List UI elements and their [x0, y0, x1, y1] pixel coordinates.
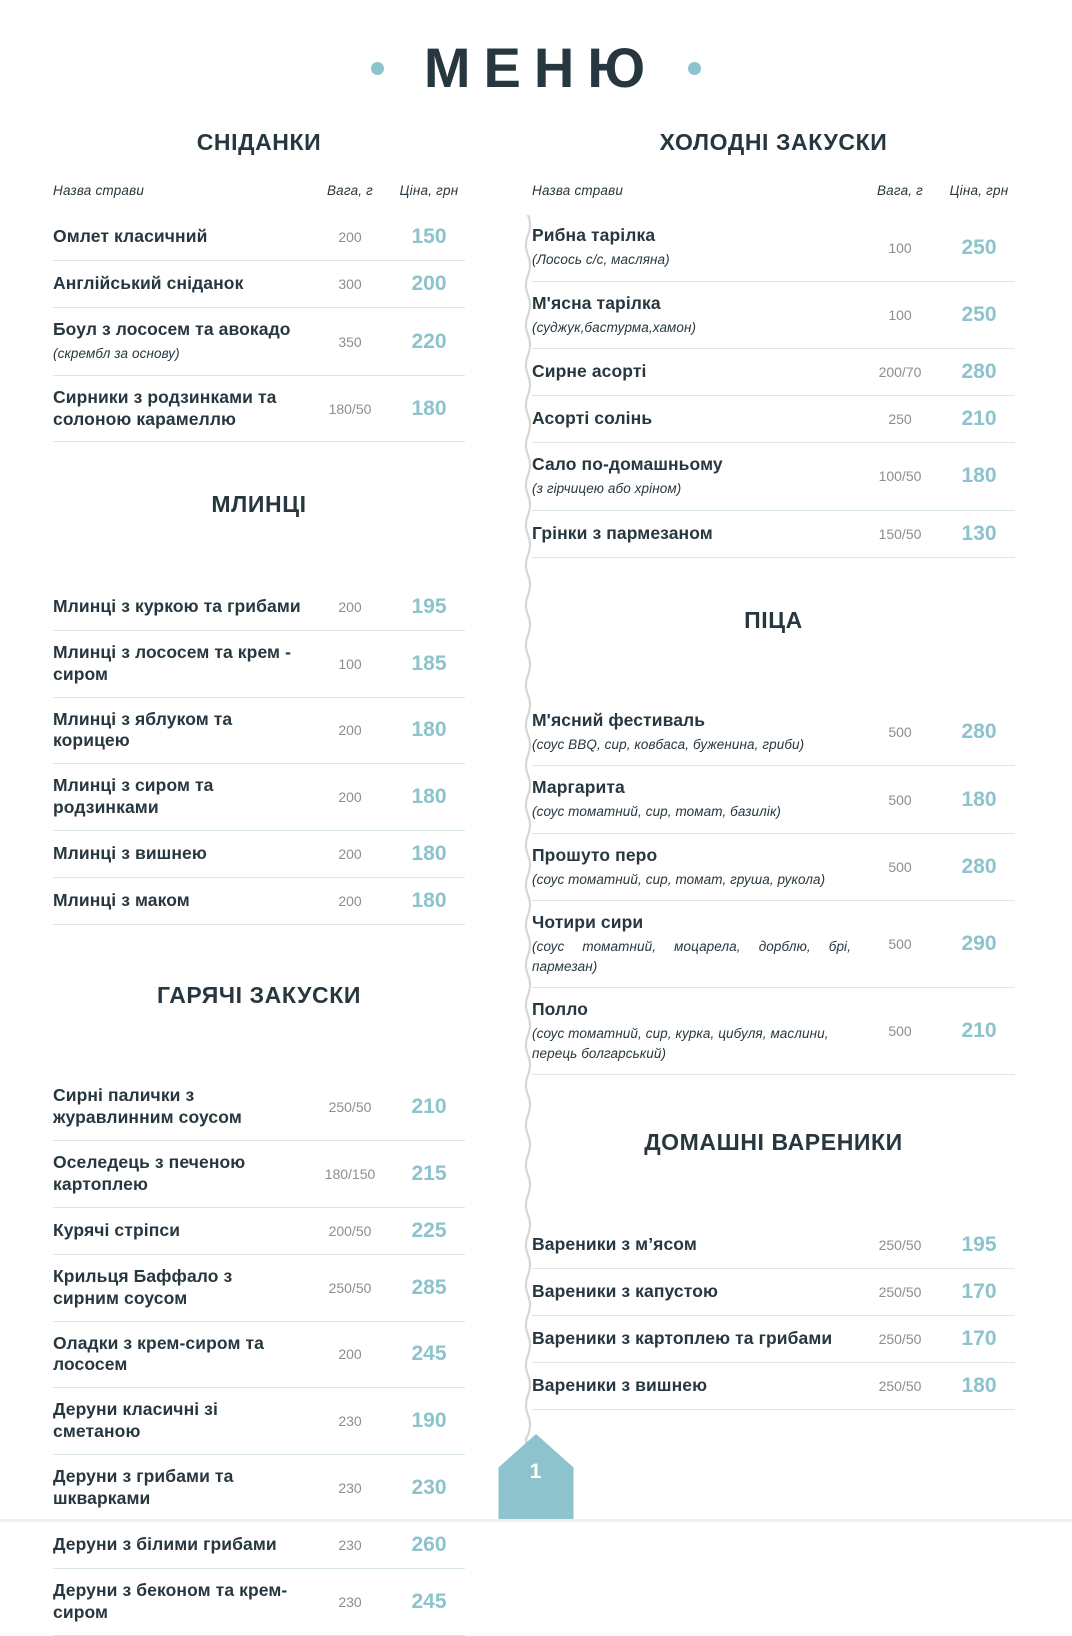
dish-weight: 200	[338, 789, 362, 806]
dish-weight: 100	[888, 306, 912, 323]
dish-cell	[53, 1207, 307, 1254]
dish-weight: 250/50	[328, 1099, 372, 1116]
table-row	[532, 1268, 1015, 1315]
dish-price: 150	[411, 225, 447, 249]
column-header-weight: Вага, г	[876, 183, 924, 199]
dish-name: Сало по-домашньому	[532, 454, 723, 475]
table-row	[53, 1321, 465, 1388]
table-row	[53, 308, 465, 375]
menu-table-dumplings	[532, 1222, 1015, 1410]
table-row	[532, 443, 1015, 510]
title-dot-left-icon	[371, 62, 384, 75]
dish-price: 290	[961, 932, 997, 956]
table-row	[53, 214, 465, 261]
dish-name: Млинці з куркою та грибами	[53, 595, 301, 616]
table-row	[532, 214, 1015, 281]
menu-section-dumplings	[532, 1130, 1015, 1409]
dish-weight: 150/50	[878, 525, 922, 542]
section-title-hot-snacks: ГАРЯЧІ ЗАКУСКИ	[157, 982, 361, 1009]
dish-price: 230	[411, 1475, 447, 1499]
table-row	[532, 281, 1015, 348]
dish-cell	[53, 214, 307, 261]
table-row	[53, 831, 465, 878]
dish-weight: 250	[888, 411, 912, 428]
dish-description: (з гірчицею або хріном)	[532, 481, 682, 497]
dish-name: М'ясна тарілка	[532, 292, 661, 313]
dish-name: М'ясний фестиваль	[532, 709, 706, 730]
dish-weight: 200/50	[328, 1222, 372, 1239]
dish-description: (соус томатний, сир, курка, цибуля, маслини, перець болгарський)	[532, 1026, 829, 1061]
dish-cell	[532, 1222, 857, 1269]
table-row	[53, 878, 465, 925]
section-title-breakfast: СНІДАНКИ	[196, 129, 322, 155]
dish-cell	[532, 699, 857, 766]
dish-weight: 500	[888, 936, 912, 953]
dish-name: Прошуто перо	[532, 844, 658, 865]
dish-name: Деруни з білими грибами	[53, 1533, 277, 1554]
dish-description: (соус томатний, сир, томат, базилік)	[532, 804, 782, 820]
table-row	[53, 1455, 465, 1522]
menu-section-cold-snacks	[532, 130, 1015, 558]
dish-name: Вареники з м’ясом	[532, 1233, 697, 1254]
menu-section-pancakes	[53, 492, 465, 925]
dish-price: 170	[961, 1326, 997, 1350]
page-title: МЕНЮ	[423, 36, 659, 99]
column-header-name: Назва страви	[532, 183, 624, 199]
dish-name: Асорті солінь	[532, 408, 653, 429]
dish-price: 280	[961, 855, 997, 878]
dish-cell	[532, 510, 857, 557]
menu-table-pizza	[532, 699, 1015, 1075]
table-row	[53, 1254, 465, 1321]
dish-name: Вареники з картоплею та грибами	[532, 1327, 833, 1348]
dish-price: 250	[961, 235, 997, 259]
table-row	[532, 988, 1015, 1075]
dish-name: Млинці з вишнею	[53, 843, 207, 864]
menu-table-cold-snacks	[532, 183, 1015, 557]
dish-weight: 230	[338, 1479, 362, 1496]
dish-weight: 300	[338, 276, 362, 293]
table-header-row	[53, 183, 465, 214]
table-row	[53, 1141, 465, 1208]
dish-description: (Лосось с/с, масляна)	[532, 252, 670, 268]
dish-weight: 200	[338, 1346, 362, 1363]
dish-cell	[53, 697, 307, 764]
column-header-name: Назва страви	[53, 183, 145, 199]
section-title-pancakes: МЛИНЦІ	[211, 491, 307, 518]
dish-weight: 200	[338, 846, 362, 863]
dish-name: Омлет класичний	[53, 226, 208, 247]
dish-description: (соус томатний, моцарела, дорблю, брі, пармезан)	[532, 939, 851, 974]
dish-name: Млинці з лососем та крем - сиром	[53, 641, 291, 684]
dish-weight: 100/50	[878, 468, 922, 485]
dish-price: 195	[411, 594, 447, 618]
dish-price: 180	[961, 464, 997, 488]
dish-cell	[532, 766, 857, 833]
table-row	[53, 375, 465, 442]
dish-weight: 230	[338, 1413, 362, 1430]
dish-name: Грінки з пармезаном	[532, 522, 713, 543]
dish-cell	[53, 1254, 307, 1321]
dish-price: 210	[961, 407, 997, 431]
dish-weight: 250/50	[878, 1236, 922, 1253]
title-dot-right-icon	[688, 62, 701, 75]
dish-weight: 250/50	[328, 1279, 372, 1296]
menu-table-pancakes	[53, 584, 465, 925]
dish-cell	[53, 261, 307, 308]
dish-cell	[532, 1268, 857, 1315]
table-row	[532, 901, 1015, 988]
dish-price: 260	[411, 1532, 447, 1556]
dish-cell	[53, 764, 307, 831]
dish-cell	[532, 988, 857, 1075]
dish-weight: 350	[338, 333, 362, 350]
dish-price: 250	[961, 302, 997, 326]
dish-cell	[532, 443, 857, 510]
page-title-block	[0, 36, 1072, 99]
section-title-dumplings: ДОМАШНІ ВАРЕНИКИ	[644, 1129, 903, 1156]
dish-price: 185	[411, 651, 447, 675]
section-title-pizza: ПІЦА	[744, 606, 803, 633]
dish-price: 190	[411, 1409, 447, 1433]
dish-price: 220	[411, 329, 447, 353]
dish-cell	[53, 1141, 307, 1208]
dish-name: Оселедець з печеною картоплею	[53, 1152, 246, 1194]
dish-name: Млинці з маком	[53, 890, 190, 911]
dish-price: 180	[411, 396, 447, 420]
dish-cell	[53, 1388, 307, 1455]
dish-description: (соус томатний, сир, томат, груша, рукола)	[532, 871, 826, 887]
dish-name: Маргарита	[532, 777, 625, 798]
dish-cell	[53, 630, 307, 697]
dish-weight: 180/50	[328, 400, 372, 417]
dish-name: Деруни з беконом та крем-сиром	[53, 1579, 288, 1622]
dish-price: 180	[411, 889, 447, 913]
dish-cell	[532, 214, 857, 281]
dish-weight: 180/150	[324, 1165, 376, 1182]
dish-weight: 500	[888, 1023, 912, 1040]
table-row	[53, 584, 465, 631]
dish-cell	[532, 396, 857, 443]
dish-name: Англійський сніданок	[53, 273, 244, 294]
menu-table-breakfast	[53, 183, 465, 442]
dish-name: Вареники з вишнею	[532, 1374, 708, 1395]
dish-price: 180	[411, 842, 447, 866]
dish-price: 130	[961, 521, 997, 545]
dish-name: Рибна тарілка	[532, 225, 656, 246]
dish-name: Млинці з яблуком та корицею	[53, 708, 233, 751]
dish-price: 180	[411, 785, 447, 809]
dish-price: 210	[961, 1019, 997, 1043]
dish-name: Чотири сири	[532, 912, 644, 933]
dish-cell	[532, 281, 857, 348]
page-number-marker	[499, 1434, 574, 1522]
table-row	[53, 1074, 465, 1140]
table-row	[532, 510, 1015, 557]
dish-price: 195	[961, 1232, 997, 1256]
dish-name: Сирники з родзинками та солоною карамеллю	[53, 386, 277, 429]
table-row	[53, 1388, 465, 1455]
dish-weight: 200	[338, 722, 362, 739]
dish-weight: 200/70	[878, 364, 922, 381]
dish-price: 215	[411, 1161, 447, 1185]
menu-columns	[0, 120, 1072, 1636]
dish-description: (соус BBQ, сир, ковбаса, буженина, гриби)	[532, 736, 805, 752]
dish-weight: 200	[338, 598, 362, 615]
dish-price: 180	[961, 787, 997, 811]
dish-name: Оладки з крем-сиром та лососем	[53, 1332, 264, 1375]
dish-cell	[53, 1521, 307, 1568]
dish-name: Деруни класичні зі сметаною	[53, 1399, 218, 1442]
dish-weight: 100	[338, 655, 362, 672]
dish-cell	[53, 375, 307, 442]
dish-cell	[53, 584, 307, 631]
table-row	[53, 697, 465, 764]
column-header-price: Ціна, грн	[949, 183, 1009, 199]
dish-weight: 250/50	[878, 1377, 922, 1394]
dish-price: 180	[411, 718, 447, 742]
dish-name: Сирне асорті	[532, 361, 647, 382]
column-header-weight: Вага, г	[326, 183, 374, 199]
dish-cell	[53, 1568, 307, 1635]
menu-section-hot-snacks	[53, 983, 465, 1636]
dish-weight: 500	[888, 859, 912, 875]
menu-table-hot-snacks	[53, 1074, 465, 1635]
dish-name: Вареники з капустою	[532, 1280, 719, 1301]
column-header-price: Ціна, грн	[399, 183, 459, 199]
dish-cell	[532, 901, 857, 988]
table-row	[53, 261, 465, 308]
dish-price: 285	[411, 1275, 447, 1299]
table-row	[532, 699, 1015, 766]
dish-price: 170	[961, 1279, 997, 1303]
table-row	[53, 630, 465, 697]
dish-name: Крильця Баффало з сирним соусом	[53, 1265, 233, 1308]
dish-weight: 230	[338, 1536, 362, 1553]
dish-name: Деруни з грибами та шкварками	[53, 1466, 234, 1508]
table-row	[53, 1521, 465, 1568]
dish-weight: 250/50	[878, 1283, 922, 1300]
menu-column-left	[0, 120, 520, 1636]
dish-price: 280	[961, 360, 997, 384]
table-header-row	[532, 183, 1015, 214]
dish-cell	[532, 833, 857, 900]
dish-price: 280	[961, 720, 997, 744]
table-row	[532, 396, 1015, 443]
dish-price: 180	[961, 1373, 997, 1397]
dish-cell	[532, 1362, 857, 1409]
dish-weight: 230	[338, 1593, 362, 1610]
table-row	[53, 1568, 465, 1635]
dish-name: Млинці з сиром та родзинками	[53, 775, 214, 818]
page-number: 1	[529, 1460, 543, 1483]
dish-name: Сирні палички з журавлинним соусом	[53, 1085, 242, 1128]
table-row	[532, 349, 1015, 396]
table-row	[532, 1315, 1015, 1362]
table-row	[532, 1222, 1015, 1269]
dish-weight: 500	[888, 791, 912, 808]
dish-cell	[532, 349, 857, 396]
dish-weight: 500	[888, 724, 912, 741]
dish-price: 225	[411, 1218, 447, 1242]
dish-cell	[532, 1315, 857, 1362]
dish-cell	[53, 831, 307, 878]
table-row	[532, 833, 1015, 900]
dish-description: (скрембл за основу)	[53, 346, 180, 362]
dish-cell	[53, 308, 307, 375]
dish-weight: 200	[338, 893, 362, 910]
dish-price: 245	[411, 1342, 447, 1366]
table-row	[532, 766, 1015, 833]
dish-name: Курячі стріпси	[53, 1219, 181, 1240]
dish-name: Полло	[532, 999, 589, 1020]
dish-price: 210	[411, 1095, 447, 1119]
dish-weight: 200	[338, 229, 362, 246]
dish-price: 245	[411, 1589, 447, 1613]
dish-description: (суджук,бастурма,хамон)	[532, 319, 697, 335]
menu-column-right	[520, 120, 1072, 1636]
dish-name: Боул з лососем та авокадо	[53, 319, 291, 340]
dish-cell	[53, 1074, 307, 1140]
table-row	[53, 1207, 465, 1254]
dish-weight: 250/50	[878, 1330, 922, 1347]
dish-weight: 100	[888, 239, 912, 256]
table-row	[532, 1362, 1015, 1409]
dish-price: 200	[411, 272, 447, 296]
menu-section-breakfast	[53, 130, 465, 442]
dish-cell	[53, 1321, 307, 1388]
dish-cell	[53, 878, 307, 925]
table-row	[53, 764, 465, 831]
dish-cell	[53, 1455, 307, 1522]
menu-section-pizza	[532, 608, 1015, 1076]
section-title-cold-snacks: ХОЛОДНІ ЗАКУСКИ	[659, 129, 888, 155]
